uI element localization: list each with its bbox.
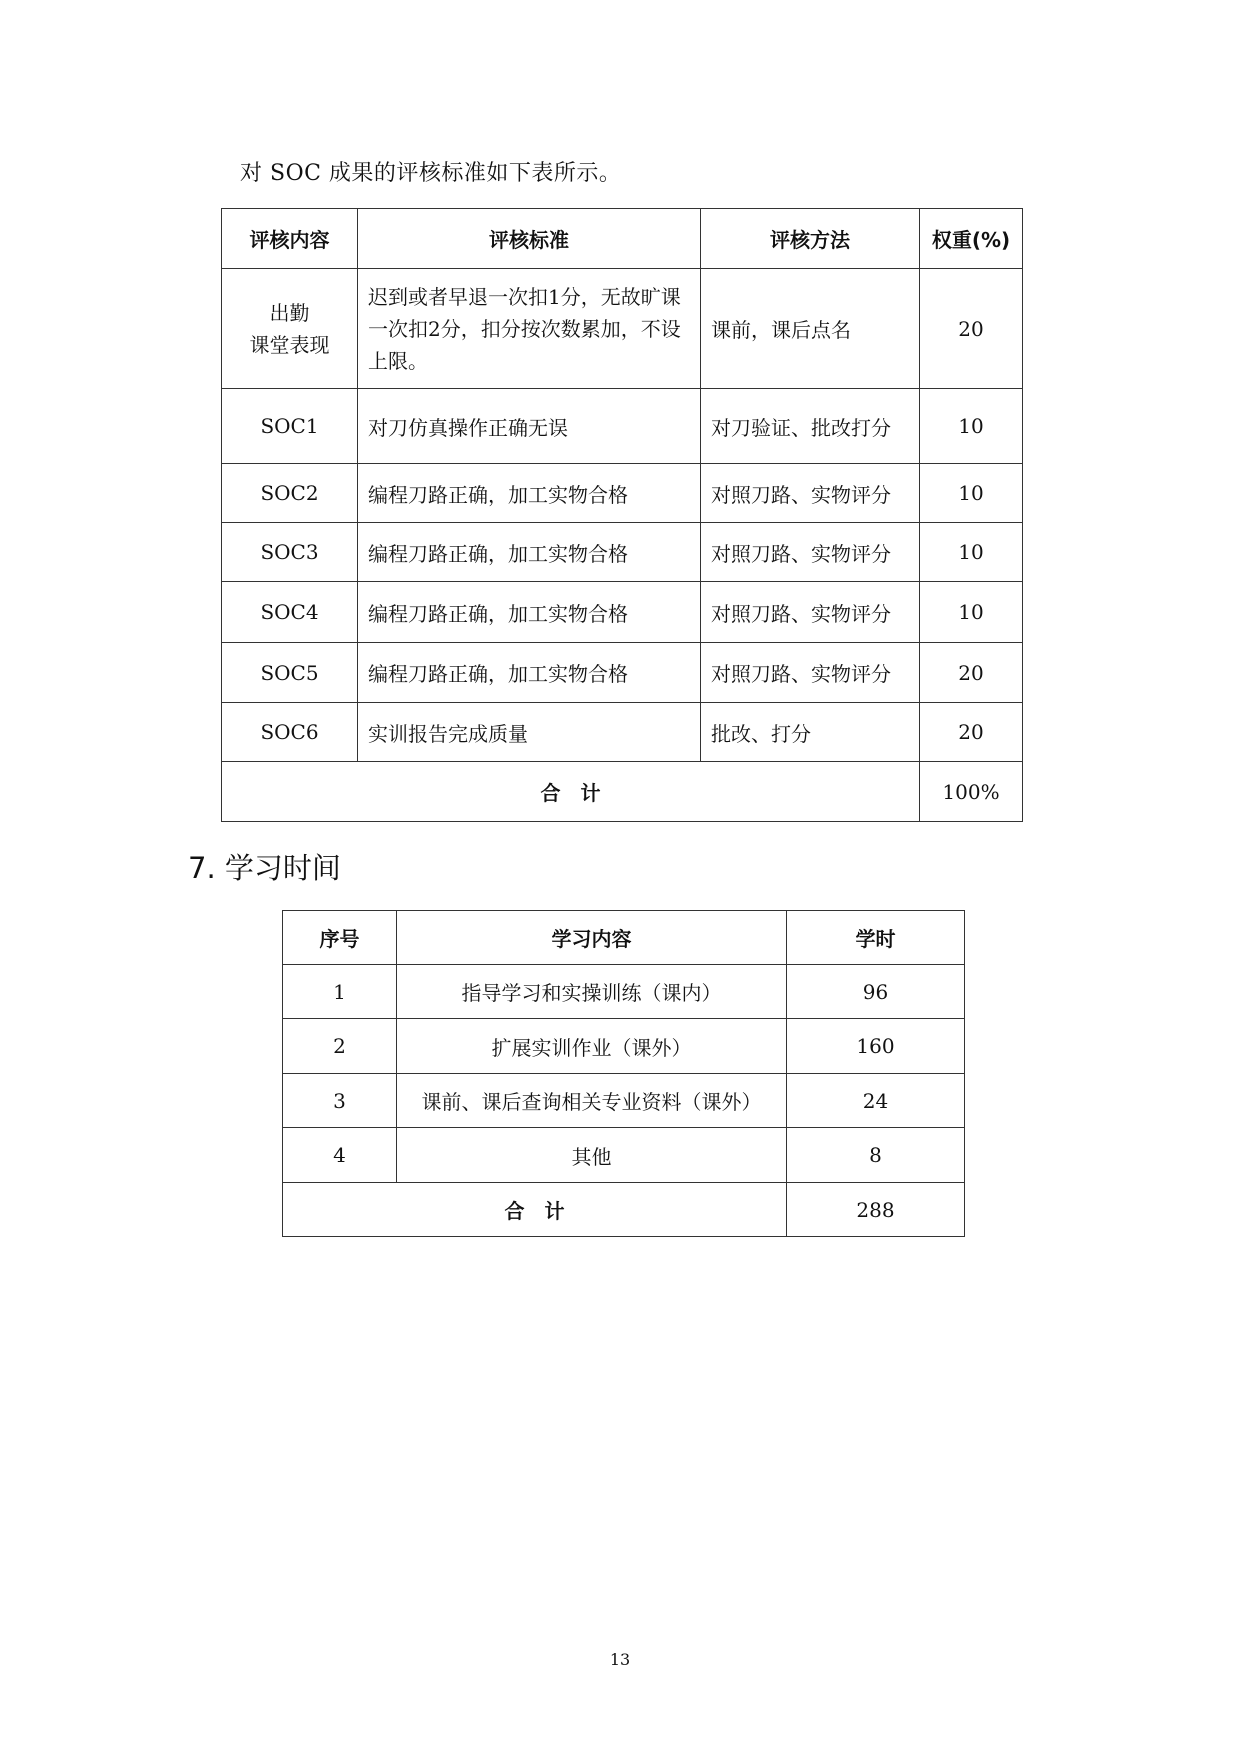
assessment-header-row (222, 209, 1023, 269)
row-number: 4 (283, 1128, 397, 1183)
row-content-line: 课堂表现 (249, 332, 330, 357)
row-method: 课前，课后点名 (701, 269, 920, 389)
row-content: SOC4 (222, 582, 358, 643)
row-standard: 对刀仿真操作正确无误 (358, 389, 701, 464)
total-value: 100% (920, 762, 1023, 822)
row-standard: 编程刀路正确，加工实物合格 (358, 582, 701, 643)
row-content-line: 出勤 (269, 300, 310, 325)
row-weight: 10 (920, 389, 1023, 464)
row-content (222, 269, 358, 389)
table-row (283, 965, 965, 1019)
table-row (283, 1019, 965, 1074)
row-number: 3 (283, 1074, 397, 1128)
row-standard: 迟到或者早退一次扣1分，无故旷课一次扣2分，扣分按次数累加，不设上限。 (358, 269, 701, 389)
study-time-table (282, 910, 965, 1237)
table-row (283, 1128, 965, 1183)
table-row (283, 1074, 965, 1128)
section-heading: 7. 学习时间 (188, 851, 341, 885)
row-weight: 20 (920, 269, 1023, 389)
row-method: 对照刀路、实物评分 (701, 464, 920, 523)
row-content: SOC6 (222, 703, 358, 762)
row-standard: 编程刀路正确，加工实物合格 (358, 643, 701, 703)
table-row (222, 389, 1023, 464)
header-method: 评核方法 (701, 209, 920, 269)
total-value: 288 (787, 1183, 965, 1237)
row-method: 对照刀路、实物评分 (701, 643, 920, 703)
header-hours: 学时 (787, 911, 965, 965)
header-content: 评核内容 (222, 209, 358, 269)
row-hours: 24 (787, 1074, 965, 1128)
table-row (222, 582, 1023, 643)
row-method: 对照刀路、实物评分 (701, 523, 920, 582)
header-study-content: 学习内容 (397, 911, 787, 965)
row-study-content: 其他 (397, 1128, 787, 1183)
assessment-total-row (222, 762, 1023, 822)
row-hours: 8 (787, 1128, 965, 1183)
study-total-row (283, 1183, 965, 1237)
row-weight: 10 (920, 582, 1023, 643)
row-weight: 10 (920, 523, 1023, 582)
row-study-content: 指导学习和实操训练（课内） (397, 965, 787, 1019)
study-header-row (283, 911, 965, 965)
header-number: 序号 (283, 911, 397, 965)
row-content: SOC5 (222, 643, 358, 703)
total-label: 合 计 (283, 1183, 787, 1237)
row-weight: 20 (920, 703, 1023, 762)
intro-text: 对 SOC 成果的评核标准如下表所示。 (240, 161, 622, 186)
header-standard: 评核标准 (358, 209, 701, 269)
table-row (222, 703, 1023, 762)
row-method: 批改、打分 (701, 703, 920, 762)
row-standard: 编程刀路正确，加工实物合格 (358, 464, 701, 523)
row-weight: 20 (920, 643, 1023, 703)
row-weight: 10 (920, 464, 1023, 523)
row-standard: 实训报告完成质量 (358, 703, 701, 762)
row-method: 对照刀路、实物评分 (701, 582, 920, 643)
row-number: 2 (283, 1019, 397, 1074)
row-content: SOC1 (222, 389, 358, 464)
total-label: 合 计 (222, 762, 920, 822)
assessment-table (221, 208, 1023, 822)
row-standard: 编程刀路正确，加工实物合格 (358, 523, 701, 582)
header-weight: 权重(%) (920, 209, 1023, 269)
row-hours: 160 (787, 1019, 965, 1074)
row-content: SOC3 (222, 523, 358, 582)
row-hours: 96 (787, 965, 965, 1019)
row-study-content: 课前、课后查询相关专业资料（课外） (397, 1074, 787, 1128)
row-number: 1 (283, 965, 397, 1019)
row-study-content: 扩展实训作业（课外） (397, 1019, 787, 1074)
row-content: SOC2 (222, 464, 358, 523)
table-row (222, 269, 1023, 389)
row-method: 对刀验证、批改打分 (701, 389, 920, 464)
page-number: 13 (609, 1650, 631, 1669)
table-row (222, 523, 1023, 582)
table-row (222, 643, 1023, 703)
table-row (222, 464, 1023, 523)
